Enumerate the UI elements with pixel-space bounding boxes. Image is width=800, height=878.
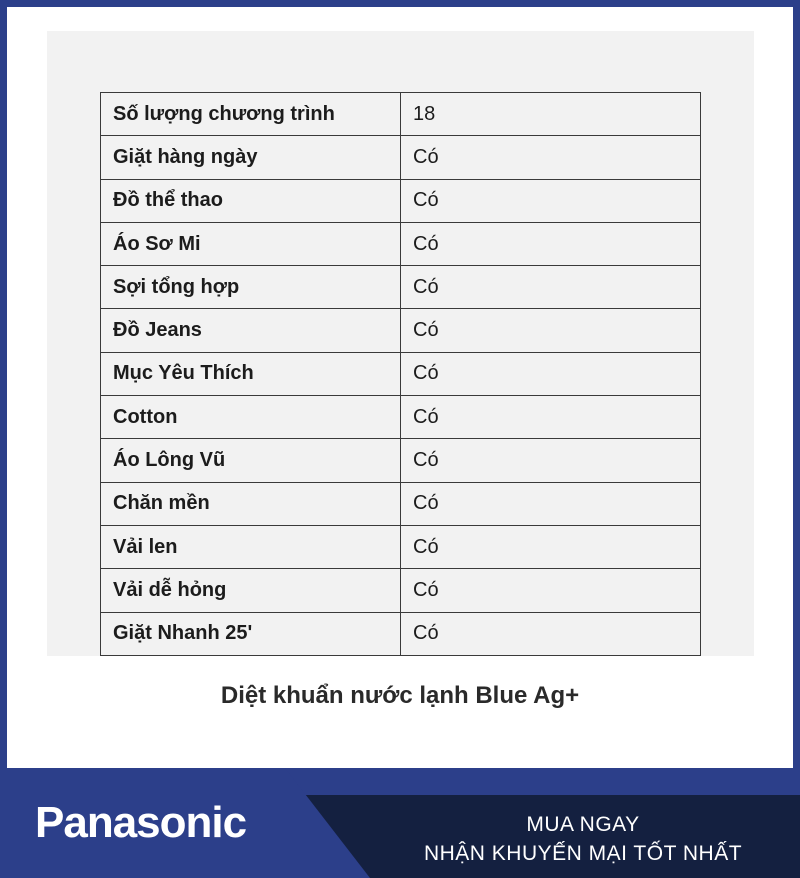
table-row: [101, 569, 701, 612]
spec-value: Có: [401, 222, 701, 265]
table-row: [101, 396, 701, 439]
spec-label: Chăn mền: [101, 482, 401, 525]
table-row: [101, 93, 701, 136]
spec-value: 18: [401, 93, 701, 136]
spec-value: Có: [401, 525, 701, 568]
spec-label: Giặt Nhanh 25': [101, 612, 401, 655]
spec-label: Đồ thể thao: [101, 179, 401, 222]
table-row: [101, 266, 701, 309]
spec-value: Có: [401, 266, 701, 309]
feature-caption: Diệt khuẩn nước lạnh Blue Ag+: [220, 682, 580, 709]
spec-table: [100, 92, 701, 656]
spec-label: Cotton: [101, 396, 401, 439]
spec-panel: [47, 31, 754, 656]
spec-value: Có: [401, 612, 701, 655]
table-row: [101, 352, 701, 395]
table-row: [101, 612, 701, 655]
promo-line-offer[interactable]: NHẬN KHUYẾN MẠI TỐT NHẤT: [423, 842, 743, 865]
promo-text[interactable]: [400, 810, 766, 868]
spec-value: Có: [401, 482, 701, 525]
table-row: [101, 525, 701, 568]
brand-logo[interactable]: Panasonic: [35, 798, 247, 847]
spec-label: Vải len: [101, 525, 401, 568]
spec-label: Mục Yêu Thích: [101, 352, 401, 395]
spec-value: Có: [401, 569, 701, 612]
spec-label: Sợi tổng hợp: [101, 266, 401, 309]
spec-value: Có: [401, 396, 701, 439]
table-row: [101, 439, 701, 482]
table-row: [101, 309, 701, 352]
spec-label: Số lượng chương trình: [101, 93, 401, 136]
spec-label: Đồ Jeans: [101, 309, 401, 352]
table-row: [101, 482, 701, 525]
table-row: [101, 179, 701, 222]
spec-value: Có: [401, 352, 701, 395]
spec-value: Có: [401, 136, 701, 179]
spec-label: Vải dễ hỏng: [101, 569, 401, 612]
content-card: [7, 7, 793, 768]
table-row: [101, 136, 701, 179]
spec-value: Có: [401, 309, 701, 352]
spec-value: Có: [401, 179, 701, 222]
spec-label: Áo Lông Vũ: [101, 439, 401, 482]
table-row: [101, 222, 701, 265]
promo-line-buy-now[interactable]: MUA NGAY: [526, 813, 640, 836]
spec-label: Áo Sơ Mi: [101, 222, 401, 265]
spec-value: Có: [401, 439, 701, 482]
spec-label: Giặt hàng ngày: [101, 136, 401, 179]
